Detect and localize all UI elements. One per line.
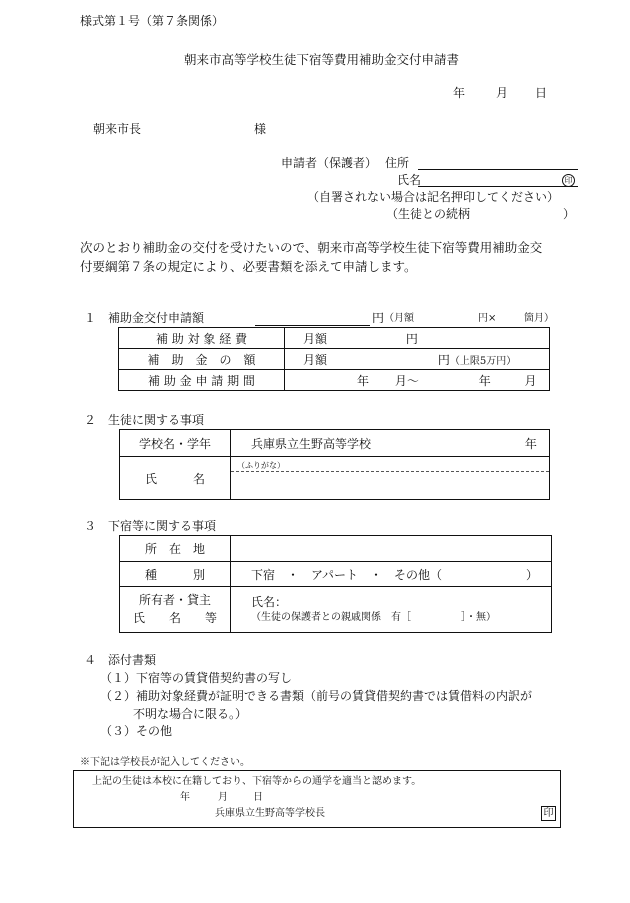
principal-month: 月: [218, 792, 228, 803]
period-to-year: 年: [478, 373, 491, 388]
addressee-honorific: 様: [254, 122, 267, 136]
owner-label-line-2: 氏 名 等: [132, 610, 217, 625]
applicant-role: 申請者（保護者）: [281, 156, 378, 170]
amount-formula-a: （月額: [384, 313, 414, 324]
principal-day: 日: [253, 792, 263, 803]
owner-relation: （生徒の保護者との親戚関係 有［ ］・無）: [251, 611, 496, 623]
monthly-label: 月額: [303, 331, 328, 346]
section1-heading: １ 補助金交付申請額: [84, 311, 205, 325]
yen-unit: 円: [437, 352, 450, 367]
applicant-name-field[interactable]: [418, 173, 578, 187]
table-row: [120, 587, 552, 633]
principal-year: 年: [180, 792, 190, 803]
subsidy-amount-label: 補 助 金 の 額: [119, 349, 285, 370]
relation-label: （生徒との続柄: [386, 207, 471, 221]
document-title: 朝来市高等学校生徒下宿等費用補助金交付申請書: [184, 52, 460, 67]
amount-formula-b: 円×: [478, 313, 497, 324]
location-label: 所 在 地: [120, 536, 231, 562]
owner-cell[interactable]: [231, 587, 552, 633]
owner-label: [120, 587, 231, 633]
principal-seal: 印: [541, 806, 556, 821]
table-row: [119, 349, 550, 370]
principal-signer: 兵庫県立生野高等学校長: [215, 808, 325, 819]
signature-note: （自署されない場合は記名押印してください）: [307, 190, 560, 204]
section2-heading: ２ 生徒に関する事項: [84, 413, 205, 427]
name-label: 氏名: [397, 173, 422, 187]
subsidy-amount-cell[interactable]: [285, 349, 550, 370]
relation-close: ）: [563, 207, 576, 221]
school-name: 兵庫県立生野高等学校: [251, 436, 372, 451]
amount-formula-c: 箇月）: [524, 313, 554, 324]
location-cell[interactable]: [231, 536, 552, 562]
attachment-item-2-cont: 不明な場合に限る。）: [133, 707, 248, 721]
student-name-cell[interactable]: [231, 457, 550, 500]
address-field[interactable]: [418, 156, 578, 170]
date-year-label: 年: [453, 86, 466, 100]
period-from-year: 年: [357, 373, 370, 388]
section3-heading: ３ 下宿等に関する事項: [84, 519, 217, 533]
seal-mark: 印: [562, 174, 575, 187]
table-row: [120, 562, 552, 587]
principal-statement: 上記の生徒は本校に在籍しており、下宿等からの通学を適当と認めます。: [92, 776, 422, 787]
table-row: [119, 370, 550, 391]
furigana-label: （ふりがな）: [237, 461, 285, 470]
school-label: 学校名・学年: [120, 430, 231, 457]
date-month-label: 月: [496, 86, 509, 100]
table-row: [119, 328, 550, 349]
principal-note: ※下記は学校長が記入してください。: [80, 757, 250, 768]
eligible-expense-label: 補 助 対 象 経 費: [119, 328, 285, 349]
application-amount-field[interactable]: [255, 311, 370, 326]
type-cell[interactable]: [231, 562, 552, 587]
attachment-item-3: （３）その他: [100, 724, 173, 738]
date-day-label: 日: [535, 86, 548, 100]
school-cell[interactable]: [231, 430, 550, 457]
student-name-label: 氏 名: [120, 457, 231, 500]
eligible-expense-cell[interactable]: [285, 328, 550, 349]
address-label: 住所: [385, 156, 410, 170]
section1-table: [118, 327, 550, 391]
intro-line-1: 次のとおり補助金の交付を受けたいので、朝来市高等学校生徒下宿等費用補助金交: [80, 240, 543, 255]
table-row: [120, 430, 550, 457]
attachment-item-1: （１）下宿等の賃貸借契約書の写し: [100, 671, 293, 685]
owner-name-label: 氏名：: [251, 594, 288, 609]
section3-table: [119, 535, 552, 633]
amount-yen: 円: [372, 311, 385, 325]
cap-note: （上限5万円）: [449, 355, 517, 367]
intro-line-2: 付要綱第７条の規定により、必要書類を添えて申請します。: [80, 259, 417, 274]
period-from-month: 月～: [394, 373, 419, 388]
form-number: 様式第１号（第７条関係）: [80, 14, 225, 28]
monthly-label: 月額: [303, 352, 328, 367]
owner-label-line-1: 所有者・貸主: [138, 593, 211, 608]
type-label: 種 別: [120, 562, 231, 587]
table-row: [120, 457, 550, 500]
type-options: 下宿 ・ アパート ・ その他（ ）: [251, 567, 539, 582]
table-row: [120, 536, 552, 562]
yen-unit: 円: [405, 331, 418, 346]
addressee-name: 朝来市長: [93, 122, 142, 136]
period-to-month: 月: [524, 373, 537, 388]
period-label: 補 助 金 申 請 期 間: [119, 370, 285, 391]
period-cell[interactable]: [285, 370, 550, 391]
attachment-item-2: （２）補助対象経費が証明できる書類（前号の賃貸借契約書では賃借料の内訳が: [100, 689, 533, 703]
grade-unit: 年: [524, 436, 537, 451]
section4-heading: ４ 添付書類: [84, 653, 157, 667]
section2-table: [119, 429, 550, 500]
